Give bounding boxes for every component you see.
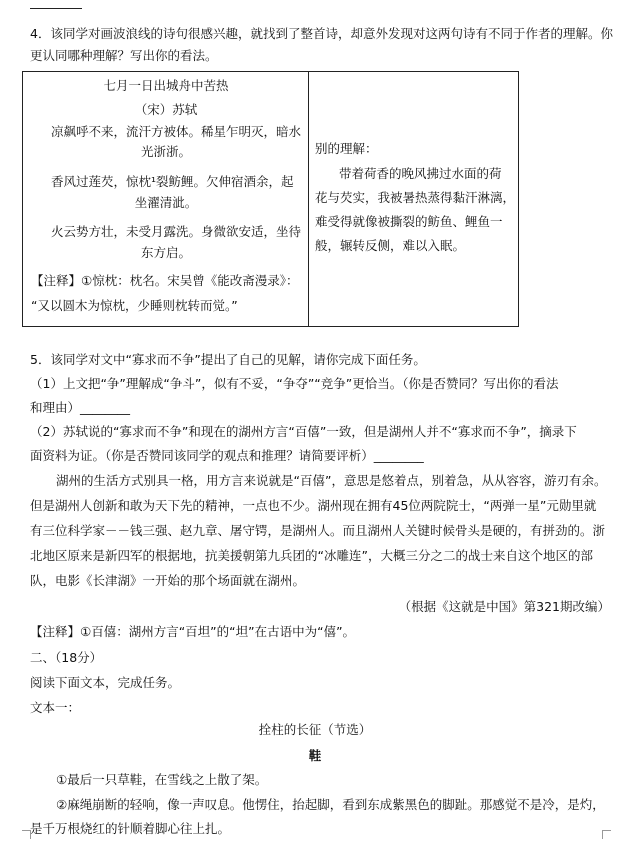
poem-line: 东方启。 xyxy=(140,245,191,260)
q5-sub2-line1: （2）苏轼说的“寡求而不争”和现在的湖州方言“百僖”一致，但是湖州人并不“寡求而不争”，摘录下 xyxy=(30,424,577,439)
poem-line: 香风过莲芡，惊枕¹裂鲂鲤。欠伸宿酒余，起 xyxy=(51,174,294,189)
article-subtitle: 鞋 xyxy=(308,748,322,763)
page-corner-mark xyxy=(22,830,31,839)
passage-line: 队，电影《长津湖》一开始的那个场面就在湖州。 xyxy=(30,573,306,588)
q5-sub1-line2: 和理由）________ xyxy=(30,400,131,415)
q4-line2: 更认同哪种理解？写出你的看法。 xyxy=(30,48,218,63)
other-view-line: 难受得就像被撕裂的鲂鱼、鲤鱼一 xyxy=(315,214,503,229)
poem-author: （宋）苏轼 xyxy=(134,102,198,117)
article-paragraph: ①最后一只草鞋，在雪线之上散了架。 xyxy=(56,772,268,787)
poem-line: 光浙浙。 xyxy=(140,144,191,159)
poem-line: 火云势方壮，未受月露洗。身微欲安适，坐待 xyxy=(51,224,302,239)
other-view-line: 带着荷香的晚风拂过水面的荷 xyxy=(339,166,502,181)
article-title: 拴柱的长征（节选） xyxy=(258,722,372,737)
q5-sub1-line1: （1）上文把“争”理解成“争斗”，似有不妥，“争夺”“竞争”更恰当。（你是否赞同？写出你的看法 xyxy=(30,376,559,391)
text-one-label: 文本一： xyxy=(30,700,81,715)
poem-line: 坐濯清泚。 xyxy=(134,195,198,210)
poem-title: 七月一日出城舟中苦热 xyxy=(103,78,229,93)
section2-heading: 二、（18分） xyxy=(30,650,103,665)
other-view-cell xyxy=(309,72,519,327)
page-corner-mark xyxy=(602,830,611,839)
q5-sub2-line2: 面资料为证。（你是否赞同该同学的观点和推理？请简要评析）________ xyxy=(30,448,424,463)
article-paragraph: ②麻绳崩断的轻响，像一声叹息。他愣住，抬起脚，看到东成紫黑色的脚趾。那感觉不是冷，是灼， xyxy=(56,797,605,812)
other-view-label: 别的理解： xyxy=(315,141,378,156)
passage-line: 北地区原来是新四军的根据地，抗美援朝第九兵团的“冰雕连”，大概三分之二的战士来自这个地区的部 xyxy=(30,548,593,563)
q4-line1: 4．该同学对画波浪线的诗句很感兴趣，就找到了整首诗，却意外发现对这两句诗有不同于作者的理解。你 xyxy=(30,26,613,41)
passage-line: 但是湖州人创新和敢为天下先的精神，一点也不少。湖州现在拥有45位两院院士，“两弹一星”元勋里就 xyxy=(30,498,597,513)
passage-note: 【注释】①百僖：湖州方言“百坦”的“坦”在古语中为“僖”。 xyxy=(30,624,356,639)
poem-comparison-table xyxy=(22,71,519,327)
other-view-line: 般，辗转反侧，难以入眠。 xyxy=(315,238,466,253)
poem-line: 凉飙呼不来，流汗方被体。稀星乍明灭，暗水 xyxy=(51,124,302,139)
passage-line: 湖州的生活方式别具一格，用方言来说就是“百僖”，意思是悠着点，别着急，从从容容，游刃有余。 xyxy=(56,473,607,488)
section2-instruction: 阅读下面文本，完成任务。 xyxy=(30,675,181,690)
article-paragraph: 是千万根烧红的针顺着脚心往上扎。 xyxy=(30,821,231,836)
other-view-line: 花与芡实，我被暑热蒸得黏汗淋漓， xyxy=(315,190,516,205)
top-rule xyxy=(30,8,82,9)
q5-intro: 5．该同学对文中“寡求而不争”提出了自己的见解，请你完成下面任务。 xyxy=(30,352,426,367)
poem-note: “又以圆木为惊枕，少睡则枕转而觉。” xyxy=(31,298,238,313)
poem-cell xyxy=(23,72,309,327)
poem-note: 【注释】①惊枕：枕名。宋吴曾《能改斋漫录》： xyxy=(31,273,299,288)
passage-source: （根据《这就是中国》第321期改编） xyxy=(398,599,610,614)
passage-line: 有三位科学家－－钱三强、赵九章、屠守锷，是湖州人。而且湖州人关键时候骨头是硬的，有拼劲的。浙 xyxy=(30,523,606,538)
